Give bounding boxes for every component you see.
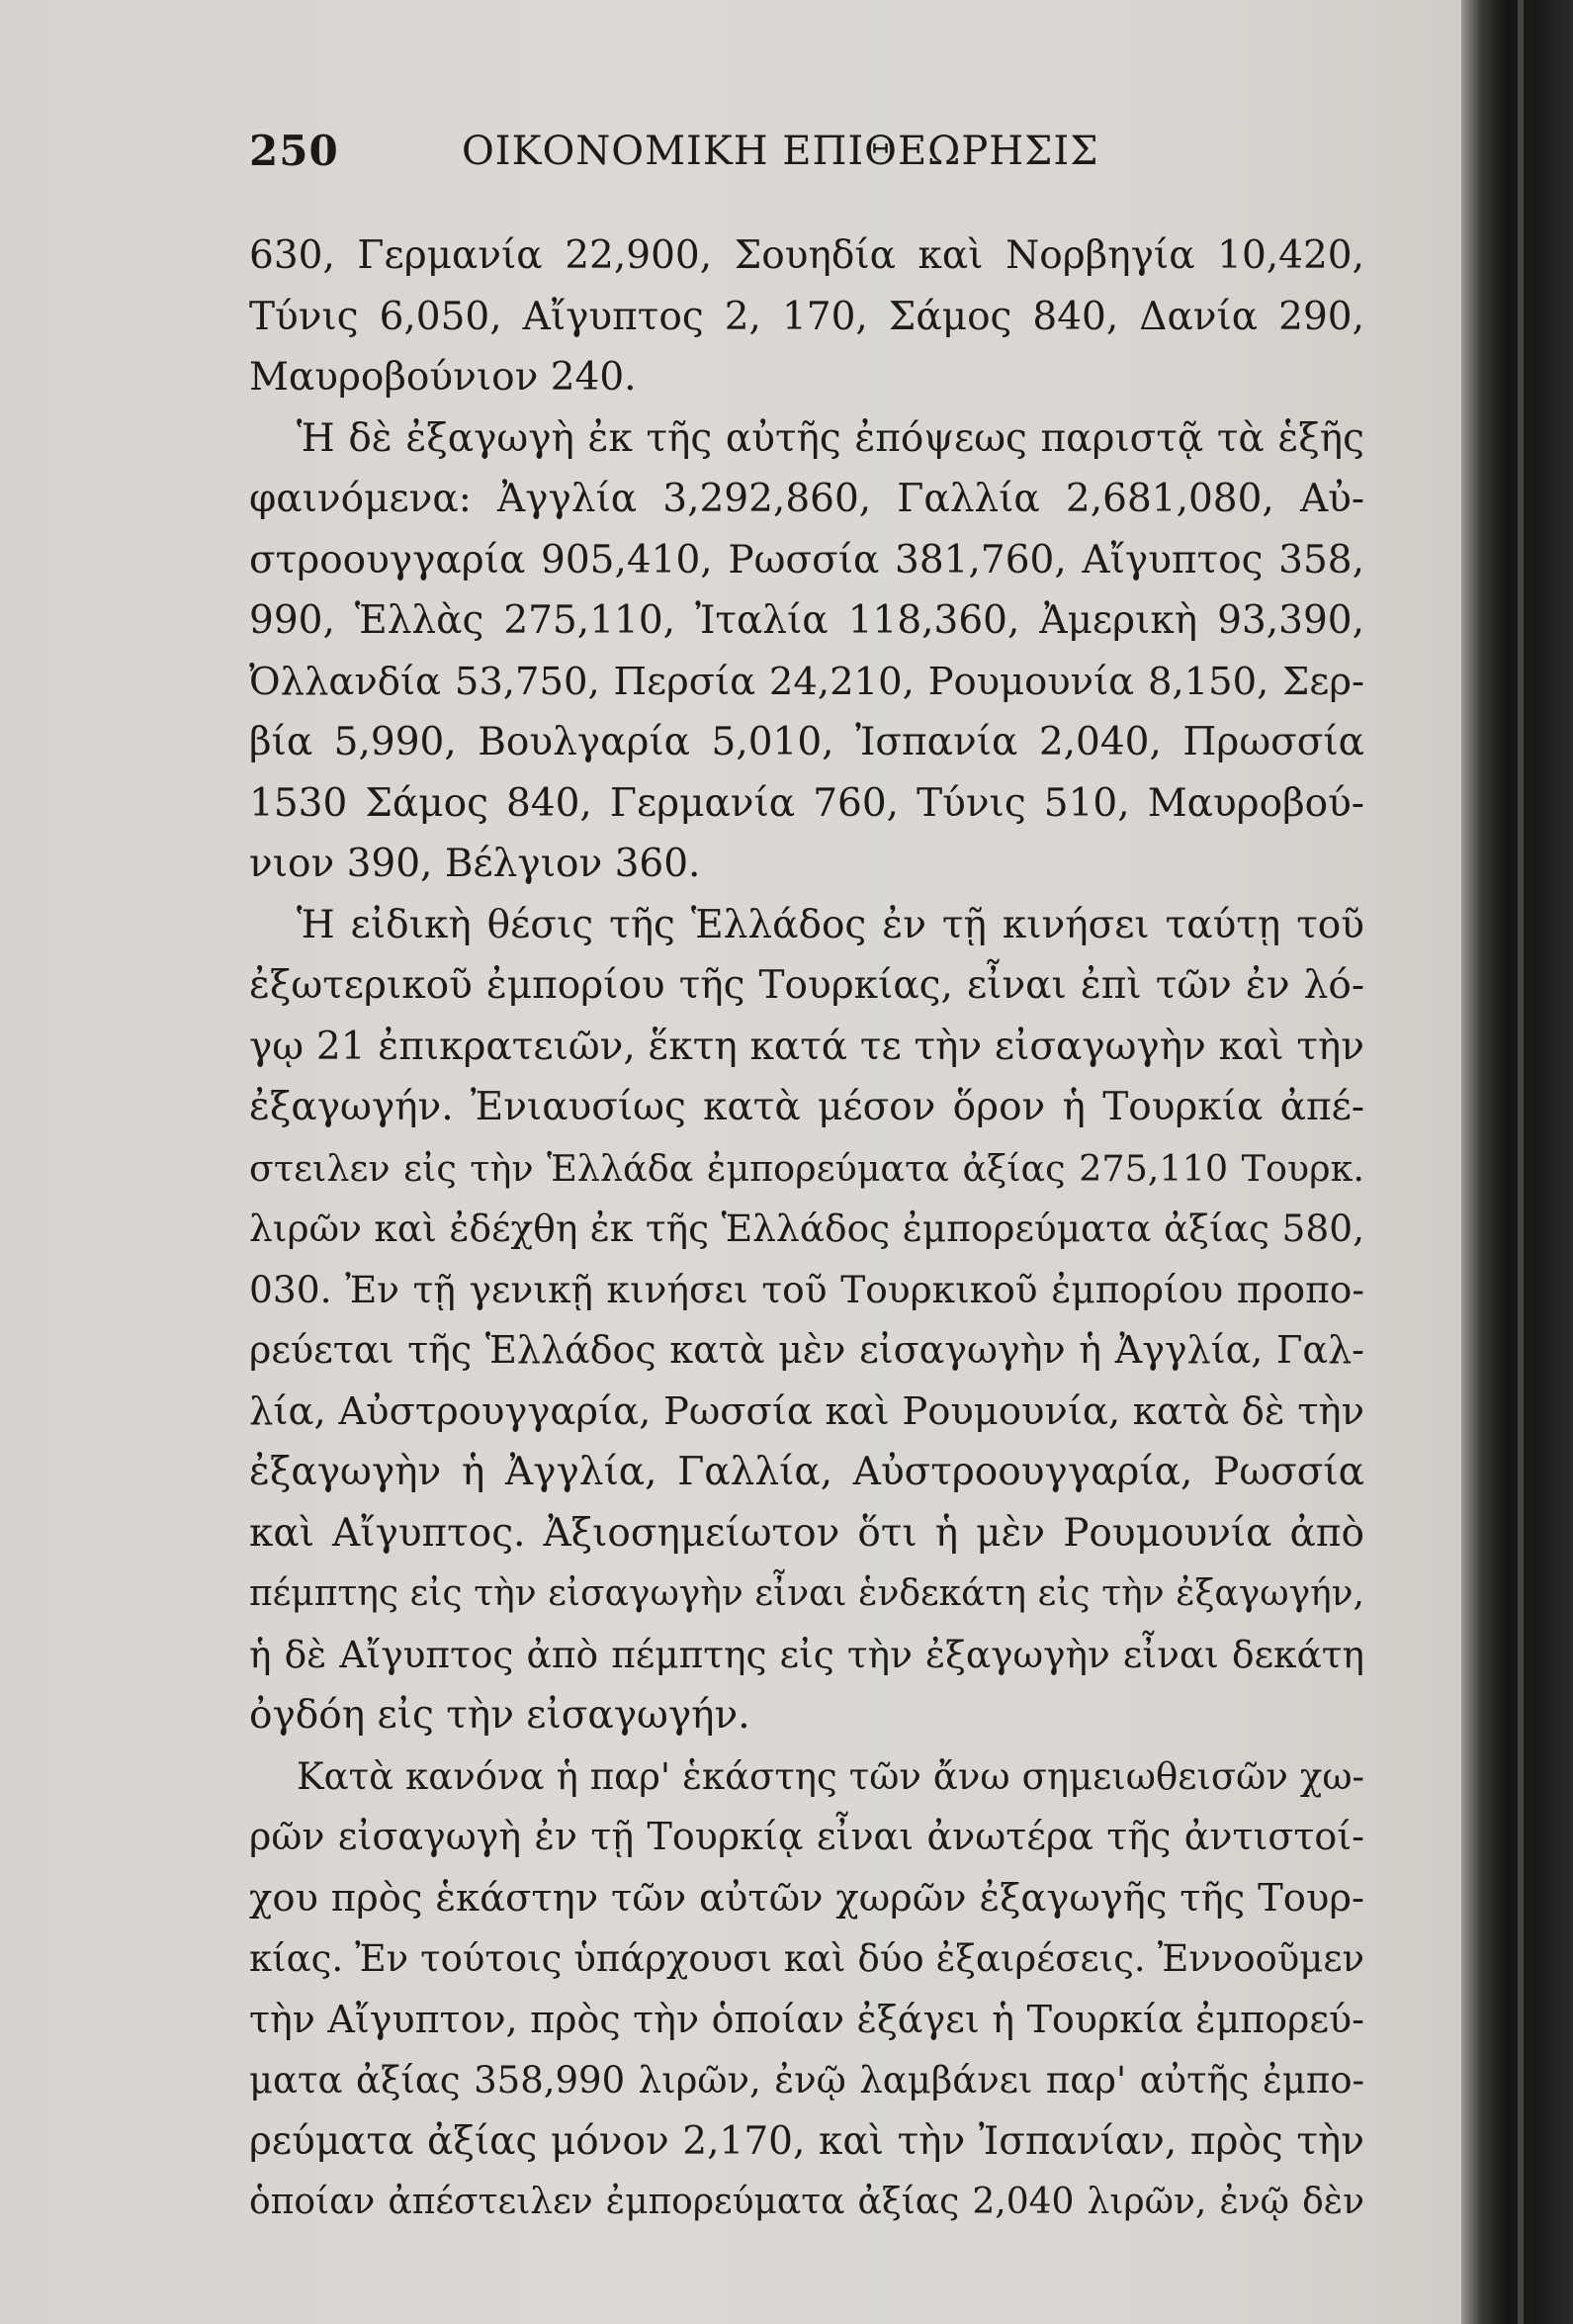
body-text <box>249 225 1364 2233</box>
text-line: 030. Ἐν τῇ γενικῇ κινήσει τοῦ Τουρκικοῦ ἐμπορίου προπο- <box>249 1267 1364 1311</box>
book-spine-edge <box>1518 0 1524 2324</box>
text-line: πέμπτης εἰς τὴν εἰσαγωγὴν εἶναι ἑνδεκάτη εἰς τὴν ἐξαγωγήν, <box>249 1573 1364 1614</box>
text-line: φαινόμενα: Ἀγγλία 3,292,860, Γαλλία 2,681,080, Αὐ- <box>249 477 1364 521</box>
text-line: τὴν Αἴγυπτον, πρὸς τὴν ὁποίαν ἐξάγει ἡ Τουρκία ἐμπορεύ- <box>249 1997 1364 2041</box>
text-line: Ὀλλανδία 53,750, Περσία 24,210, Ρουμουνία 8,150, Σερ- <box>249 659 1364 704</box>
text-line: νιον 390, Βέλγιον 360. <box>249 842 701 886</box>
text-line: ρεύματα ἀξίας μόνον 2,170, καὶ τὴν Ἰσπανίαν, πρὸς τὴν <box>249 2118 1364 2164</box>
page-number: 250 <box>249 127 339 175</box>
text-line: ρῶν εἰσαγωγὴ ἐν τῇ Τουρκίᾳ εἶναι ἀνωτέρα τῆς ἀντιστοί- <box>249 1815 1364 1858</box>
text-line: κίας. Ἐν τούτοις ὑπάρχουσι καὶ δύο ἐξαιρέσεις. Ἐννοοῦμεν <box>249 1937 1364 1980</box>
text-line: Τύνις 6,050, Αἴγυπτος 2, 170, Σάμος 840, Δανία 290, <box>249 294 1364 339</box>
running-title: ΟΙΚΟΝΟΜΙΚΗ ΕΠΙΘΕΩΡΗΣΙΣ <box>462 129 1099 174</box>
text-line: ἐξωτερικοῦ ἐμπορίου τῆς Τουρκίας, εἶναι ἐπὶ τῶν ἐν λό- <box>249 963 1364 1008</box>
text-line: λιρῶν καὶ ἐδέχθη ἐκ τῆς Ἑλλάδος ἐμπορεύματα ἀξίας 580, <box>249 1207 1364 1250</box>
text-line: ἐξαγωγήν. Ἐνιαυσίως κατὰ μέσον ὅρον ἡ Τουρκία ἀπέ- <box>249 1085 1364 1129</box>
text-line: Μαυροβούνιον 240. <box>249 355 637 400</box>
text-line: βία 5,990, Βουλγαρία 5,010, Ἰσπανία 2,040, Πρωσσία <box>249 720 1364 764</box>
text-line: στειλεν εἰς τὴν Ἑλλάδα ἐμπορεύματα ἀξίας 275,110 Τουρκ. <box>249 1146 1364 1190</box>
text-line: καὶ Αἴγυπτος. Ἀξιοσημείωτον ὅτι ἡ μὲν Ρουμουνία ἀπὸ <box>249 1510 1364 1556</box>
text-line: Ἡ εἰδικὴ θέσις τῆς Ἑλλάδος ἐν τῇ κινήσει ταύτῃ τοῦ <box>297 902 1364 947</box>
text-line: 1530 Σάμος 840, Γερμανία 760, Τύνις 510, Μαυροβού- <box>249 780 1364 826</box>
text-line: στροουγγαρία 905,410, Ρωσσία 381,760, Αἴγυπτος 358, <box>249 537 1364 582</box>
text-line: ὁποίαν ἀπέστειλεν ἐμπορεύματα ἀξίας 2,040 λιρῶν, ἐνῷ δὲν <box>249 2182 1364 2222</box>
text-line: ρεύεται τῆς Ἑλλάδος κατὰ μὲν εἰσαγωγὴν ἡ Ἀγγλία, Γαλ- <box>249 1328 1364 1372</box>
text-line: λία, Αὐστρουγγαρία, Ρωσσία καὶ Ρουμουνία, κατὰ δὲ τὴν <box>249 1388 1364 1434</box>
text-line: ἡ δὲ Αἴγυπτος ἀπὸ πέμπτης εἰς τὴν ἐξαγωγὴν εἶναι δεκάτη <box>249 1632 1364 1676</box>
text-line: χου πρὸς ἑκάστην τῶν αὐτῶν χωρῶν ἐξαγωγῆς τῆς Τουρ- <box>249 1875 1364 1921</box>
text-line: ματα ἀξίας 358,990 λιρῶν, ἐνῷ λαμβάνει παρ' αὐτῆς ἐμπο- <box>249 2059 1364 2101</box>
text-line: ὀγδόη εἰς τὴν εἰσαγωγήν. <box>249 1693 750 1738</box>
text-line: γῳ 21 ἐπικρατειῶν, ἕκτη κατά τε τὴν εἰσαγωγὴν καὶ τὴν <box>249 1024 1364 1069</box>
page-header <box>249 127 1366 186</box>
text-line: 630, Γερμανία 22,900, Σουηδία καὶ Νορβηγία 10,420, <box>249 233 1364 278</box>
text-line: Ἡ δὲ ἐξαγωγὴ ἐκ τῆς αὐτῆς ἐπόψεως παριστᾷ τὰ ἑξῆς <box>297 415 1364 461</box>
text-line: Κατὰ κανόνα ἡ παρ' ἑκάστης τῶν ἄνω σημειωθεισῶν χω- <box>297 1754 1364 1798</box>
text-line: 990, Ἑλλὰς 275,110, Ἰταλία 118,360, Ἀμερικὴ 93,390, <box>249 598 1364 643</box>
text-line: ἐξαγωγὴν ἡ Ἀγγλία, Γαλλία, Αὐστροουγγαρία, Ρωσσία <box>249 1450 1364 1494</box>
